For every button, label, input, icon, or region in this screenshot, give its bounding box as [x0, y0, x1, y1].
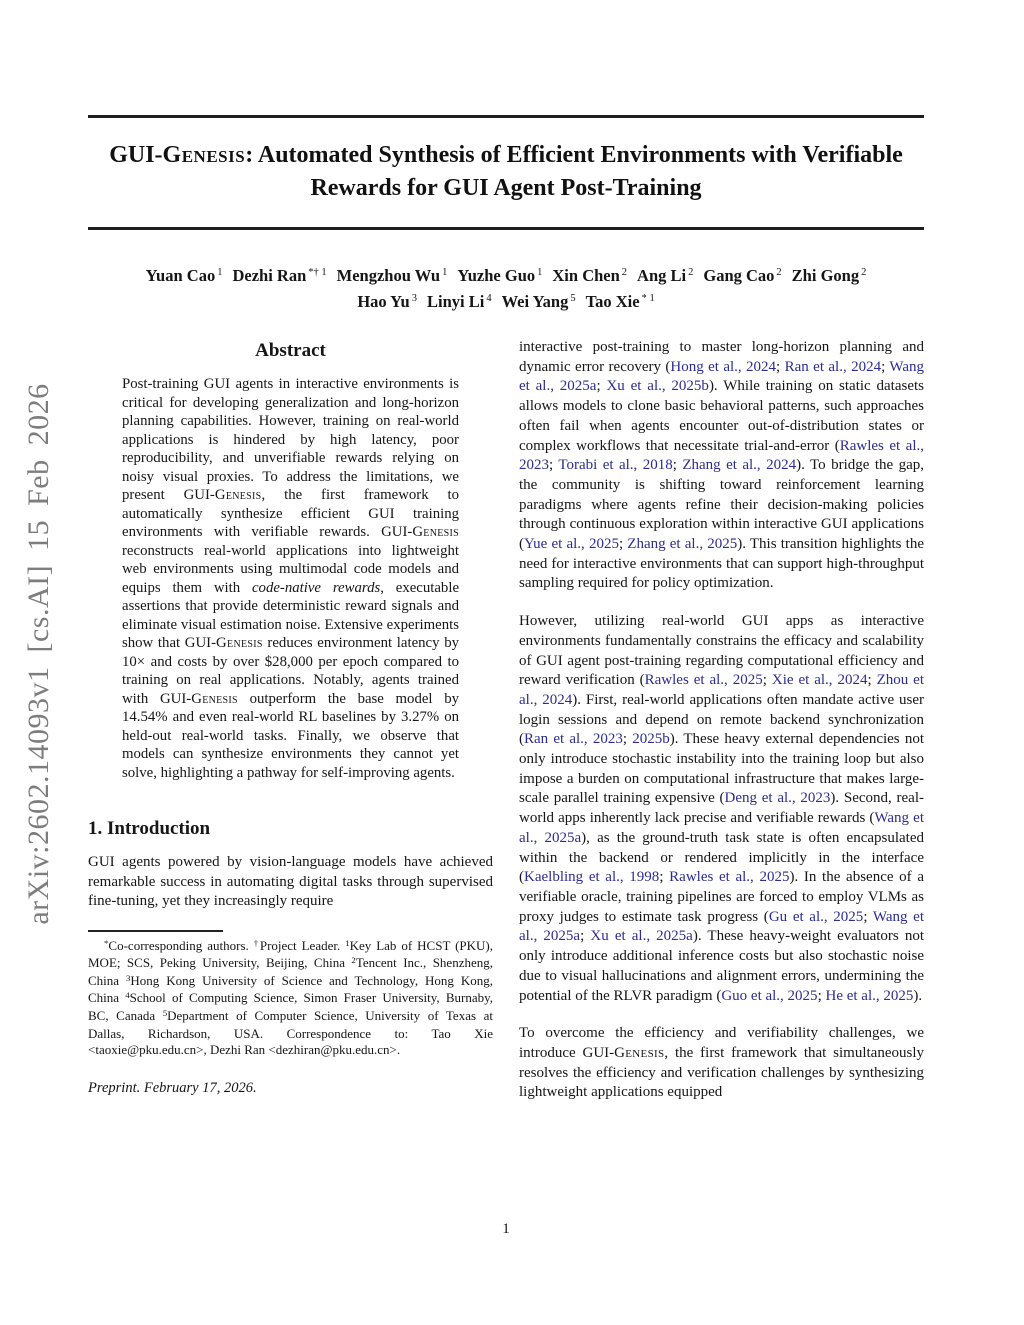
text-segment: Tencent Inc., Shenzheng, China: [88, 955, 493, 988]
author-name: Hao Yu: [357, 292, 410, 311]
text-segment: Post-training GUI agents in interactive environments is critical for developing generalization and long-horizon planning capabilities. However, training on real-world applications is hindered by high latency, poor reproducibility, and unverifiable rewards relying on noisy visual proxies. To address the limitations, we present GUI-: [122, 376, 459, 503]
text-segment: Key Lab of HCST (PKU), MOE; SCS, Peking University, Beijing, China: [88, 937, 494, 971]
text-segment: †: [253, 937, 260, 948]
text-segment: ;: [672, 457, 683, 474]
author-name: Yuan Cao: [145, 266, 216, 285]
text-segment: ;: [762, 672, 772, 689]
footnote-text: [88, 938, 493, 1059]
text-segment: Genesis: [216, 635, 263, 651]
text-segment: , the first framework that simultaneously resolves the efficiency and verification challenges by synthesizing lightweight applications equipped: [519, 1044, 924, 1101]
intro-paragraph: GUI agents powered by vision-language models have achieved remarkable success in automating digital tasks through supervised fine-tuning, yet they increasingly require: [88, 854, 493, 910]
text-segment: 3: [126, 972, 131, 983]
body-paragraph-2: [519, 612, 924, 1006]
author-affiliation-superscript: 1: [537, 267, 543, 278]
author-affiliation-superscript: 4: [486, 293, 492, 304]
text-segment: , executable assertions that provide deterministic reward signals and eliminate visual estimation noise. Extensive experiments show that GUI-: [122, 579, 460, 651]
author-name: Tao Xie: [585, 292, 640, 311]
two-column-body: [88, 338, 924, 1121]
text-segment: code-native rewards: [251, 579, 381, 596]
text-segment: GUI-: [109, 142, 163, 168]
author: [146, 266, 223, 285]
citation-link[interactable]: Wang et al., 2025a: [519, 358, 924, 395]
citation-link[interactable]: Kaelbling et al., 1998: [524, 869, 660, 886]
left-column: [88, 338, 493, 1121]
citation-link[interactable]: Rawles et al., 2025: [669, 869, 790, 886]
text-segment: Department of Computer Science, University of Texas at Dallas, Richardson, USA. Correspondence to: Tao Xie <taoxie@pku.edu.cn>, Dezhi Ran <dezhiran@pku.edu.cn>.: [88, 1007, 493, 1058]
text-segment: Genesis: [214, 487, 262, 503]
author: [357, 292, 417, 311]
author-affiliation-superscript: 2: [688, 267, 694, 278]
text-segment: Genesis: [191, 690, 238, 707]
citation-link[interactable]: Xie et al., 2024: [771, 672, 868, 689]
author-affiliation-superscript: 1: [442, 267, 448, 278]
text-segment: However, utilizing real-world GUI apps as interactive environments fundamentally constrains the efficacy and scalability of GUI agent post-training regarding computational efficiency and reward verification (: [519, 613, 924, 689]
citation-link[interactable]: Zhang et al., 2025: [627, 536, 738, 553]
text-segment: School of Computing Science, Simon Fraser University, Burnaby, BC, Canada: [88, 990, 493, 1023]
text-segment: *: [104, 937, 109, 948]
text-segment: ). While training on static datasets allows models to clone basic behavioral patterns, such approaches often fail when agents encounter out-of-distribution states or complex workflows that necessitate trial-and-error (: [519, 378, 924, 454]
text-segment: outperform the base model by 14.54% and even real-world RL baselines by 3.27% on held-out real-world tasks. Finally, we observe that models can synthesize environments they cannot yet solve, highlighting a pathway for self-improving agents.: [122, 690, 460, 781]
text-segment: ). This transition highlights the need for interactive environments that can support high-throughput sampling required for policy optimization.: [519, 536, 924, 592]
citation-link[interactable]: Xu et al., 2025b: [606, 378, 709, 395]
author-line-2: [88, 290, 924, 316]
text-segment: ;: [622, 731, 633, 748]
text-segment: reconstructs real-world applications into lightweight web environments using multimodal code models and equips them with: [122, 542, 459, 596]
text-segment: ). First, real-world applications often mandate active user login sessions and depend on remote backend synchronization (: [519, 691, 925, 748]
citation-link[interactable]: Hong et al., 2024: [670, 358, 777, 375]
text-segment: reduces environment latency by 10× and costs by over $28,000 per epoch compared to training on real applications. Notably, agents trained with GUI-: [122, 635, 459, 707]
header-rule-bottom: [88, 227, 924, 230]
author-affiliation-superscript: 1: [217, 267, 223, 278]
header-rule-top: [88, 115, 924, 118]
text-segment: Genesis: [162, 142, 246, 168]
preprint-note: Preprint. February 17, 2026.: [88, 1079, 257, 1096]
right-column: [519, 338, 924, 1121]
text-segment: ;: [580, 928, 591, 945]
citation-link[interactable]: Ran et al., 2024: [784, 358, 882, 375]
text-segment: Hong Kong University of Science and Technology, Hong Kong, China: [88, 972, 493, 1006]
text-segment: Co-corresponding authors.: [108, 937, 254, 953]
author-affiliation-superscript: 2: [861, 267, 867, 278]
author: [427, 292, 492, 311]
author-affiliation-superscript: * 1: [641, 293, 655, 304]
author: [637, 266, 693, 285]
author-name: Linyi Li: [427, 292, 485, 311]
text-segment: 5: [162, 1008, 168, 1019]
author: [792, 266, 867, 285]
text-segment: To overcome the efficiency and verifiability challenges, we introduce GUI-: [519, 1025, 924, 1061]
text-segment: ;: [596, 378, 607, 395]
text-segment: ;: [659, 869, 670, 886]
citation-link[interactable]: Torabi et al., 2018: [558, 457, 673, 474]
abstract-heading: Abstract: [255, 340, 326, 361]
author-name: Xin Chen: [552, 266, 620, 285]
author-name: Gang Cao: [703, 266, 775, 285]
author-affiliation-superscript: 3: [411, 293, 417, 304]
text-segment: ;: [618, 536, 628, 553]
author-list: [88, 264, 924, 316]
author-line-1: [88, 264, 924, 290]
page-number: 1: [502, 1221, 510, 1237]
paper-title: [88, 139, 924, 205]
citation-link[interactable]: Gu et al., 2025: [768, 908, 864, 925]
arxiv-watermark: arXiv:2602.14093v1 [cs.AI] 15 Feb 2026: [22, 383, 55, 925]
author-affiliation-superscript: 5: [570, 293, 576, 304]
author-name: Dezhi Ran: [232, 266, 307, 285]
text-segment: ). These heavy-weight evaluators not only introduce additional inference costs but also stochastic noise due to visual hallucinations and alignment errors, undermining the potential of the RLVR paradigm (: [519, 928, 925, 1004]
citation-link[interactable]: Rawles et al., 2025: [644, 672, 763, 689]
text-segment: ;: [867, 672, 877, 689]
body-paragraph-1: [519, 338, 924, 594]
text-segment: interactive post-training to master long-horizon planning and dynamic error recovery (: [519, 339, 924, 375]
citation-link[interactable]: Ran et al., 2023: [524, 731, 623, 748]
author: [337, 266, 448, 285]
author-affiliation-superscript: 2: [621, 267, 628, 278]
text-segment: ). These heavy external dependencies not only introduce stochastic instability into the training loop but also impose a burden on computational infrastructure that makes large-scale parallel training expensive (: [519, 731, 924, 807]
text-segment: 4: [125, 990, 130, 1001]
citation-link[interactable]: Rawles et al., 2023: [519, 437, 925, 474]
citation-link[interactable]: Wang et al., 2025a: [519, 908, 924, 945]
citation-link[interactable]: Zhang et al., 2024: [682, 457, 797, 474]
author: [703, 266, 781, 285]
text-segment: Rewards for GUI Agent Post-Training: [310, 175, 702, 201]
body-paragraph-3: [519, 1024, 924, 1103]
author: [457, 266, 542, 285]
text-segment: ;: [776, 358, 785, 375]
text-segment: ). In the absence of a verifiable oracle, training pipelines are forced to employ VLMs as proxy judges to estimate task progress (: [519, 869, 924, 925]
citation-link[interactable]: Zhou et al., 2024: [519, 672, 924, 708]
text-segment: : Automated Synthesis of Efficient Environments with Verifiable: [245, 142, 903, 168]
citation-link[interactable]: 2025b: [632, 731, 670, 748]
text-segment: ;: [881, 358, 890, 375]
author-affiliation-superscript: *† 1: [308, 267, 327, 278]
author-name: Yuzhe Guo: [457, 266, 536, 285]
text-segment: Genesis: [614, 1044, 665, 1061]
author-name: Mengzhou Wu: [336, 266, 441, 285]
abstract-text: [122, 375, 459, 782]
citation-link[interactable]: Xu et al., 2025a: [590, 928, 693, 945]
text-segment: Genesis: [412, 524, 459, 540]
text-segment: ).: [913, 987, 923, 1004]
author-name: Wei Yang: [501, 292, 569, 311]
author-name: Ang Li: [637, 266, 687, 285]
text-segment: ). Second, real-world apps inherently lack precise and verifiable rewards (: [519, 790, 924, 827]
text-segment: ;: [549, 457, 559, 474]
text-segment: 1: [345, 937, 350, 948]
author-name: Zhi Gong: [791, 266, 860, 285]
text-segment: ;: [863, 908, 873, 925]
text-segment: ). To bridge the gap, the community is shifting toward reinforcement learning paradigms where agents refine their decision-making policies through continuous exploration within interactive GUI applications (: [519, 457, 924, 553]
citation-link[interactable]: Guo et al., 2025: [721, 987, 818, 1004]
author: [232, 266, 326, 285]
citation-link[interactable]: Deng et al., 2023: [724, 790, 831, 807]
citation-link[interactable]: Wang et al., 2025a: [519, 810, 924, 846]
citation-link[interactable]: He et al., 2025: [825, 987, 914, 1004]
author: [586, 292, 655, 311]
author: [552, 266, 627, 285]
text-segment: , the first framework to automatically synthesize efficient GUI training environments with verifiable rewards. GUI-: [122, 487, 460, 540]
text-segment: 2: [351, 955, 356, 966]
text-segment: ;: [817, 987, 826, 1004]
text-segment: Project Leader.: [259, 937, 346, 953]
footnote-rule: [88, 930, 223, 932]
citation-link[interactable]: Yue et al., 2025: [524, 536, 619, 553]
section-heading-introduction: 1. Introduction: [88, 818, 211, 839]
author: [502, 292, 576, 311]
text-segment: ), as the ground-truth task state is often encapsulated within the backend or rendered implicitly in the interface (: [519, 829, 924, 886]
author-affiliation-superscript: 2: [776, 267, 782, 278]
